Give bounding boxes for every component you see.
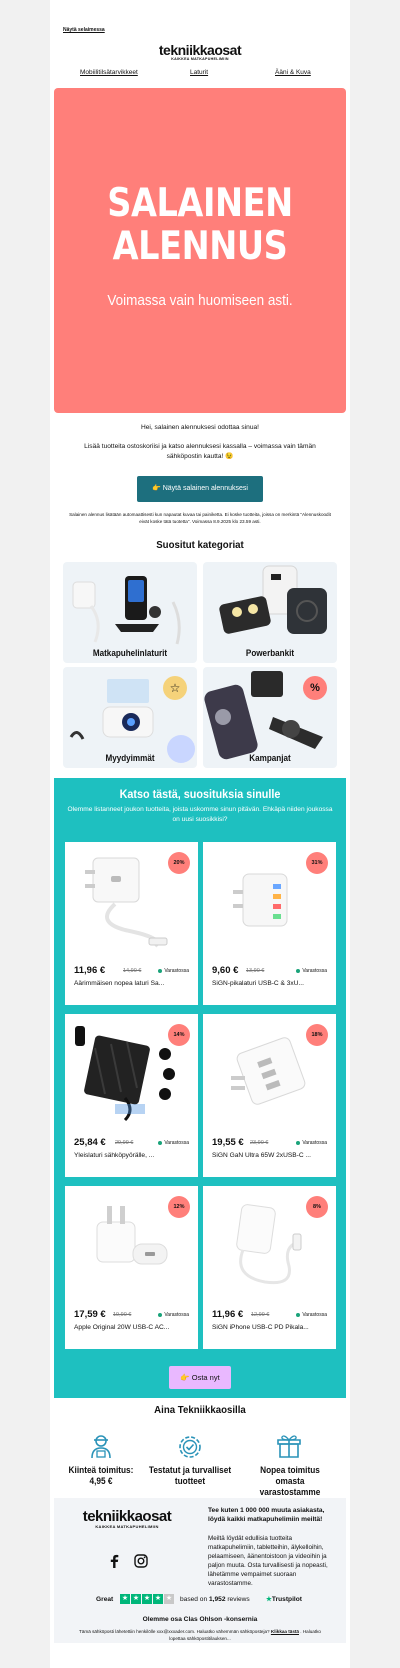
in-stock-dot-icon [158, 1313, 162, 1317]
trustpilot-reviews-label: reviews [227, 1596, 250, 1603]
courier-icon [89, 1433, 113, 1464]
product-price: 19,55 € [212, 1137, 244, 1148]
product-old-price: 29,99 € [115, 1140, 134, 1146]
discount-badge: 31% [306, 852, 328, 874]
logo-tagline: KAIKKEA MATKAPUHELIMIIN [95, 1524, 159, 1529]
discount-badge: 8% [306, 1196, 328, 1218]
product-card[interactable] [65, 1186, 198, 1349]
recommendations-section [54, 778, 346, 1398]
product-price: 9,60 € [212, 965, 239, 976]
legal-text-2: . Haluatko lopettaa sähköpostitilauksen... [169, 1629, 321, 1641]
discount-badge: 18% [306, 1024, 328, 1046]
in-stock-dot-icon [296, 969, 300, 973]
header-logo[interactable] [0, 42, 400, 61]
footer-body: Meiltä löydät edullisia tuotteita matkapuhelimiin, tabletteihin, älykelloihin, pelaamiseen, äänentoistoon ja videoihin ja paljon muuta. Osta turvallisesti ja nopeasti, lähetämme vempaimet suoraan varastostamme. [208, 1535, 328, 1587]
legal-text [72, 1629, 328, 1642]
stock-status [158, 968, 189, 974]
stock-label: Varastossa [302, 1140, 327, 1146]
stock-label: Varastossa [302, 968, 327, 974]
category-label: Myydyimmät [105, 753, 155, 763]
usp-tested-products: Testatut ja turvalliset tuotteet [148, 1465, 232, 1486]
category-card-powerbanks[interactable] [203, 562, 337, 663]
hero-banner[interactable] [54, 88, 346, 413]
product-name: SiGN-pikalaturi USB-C & 3xU... [212, 980, 304, 987]
product-old-price: 12,99 € [251, 1312, 270, 1318]
verified-gear-icon [177, 1434, 203, 1465]
trustpilot-stars [120, 1594, 174, 1604]
trustpilot-review-count [180, 1596, 250, 1603]
in-stock-dot-icon [296, 1313, 300, 1317]
recommendations-body: Olemme listanneet joukon tuotteita, joista uskomme sinun pitävän. Ehkäpä niiden joukossa on uusi suosikkisi? [67, 806, 333, 823]
discount-badge: 14% [168, 1024, 190, 1046]
hero-title-line-1: SALAINEN [107, 181, 293, 226]
product-name: SiGN GaN Ultra 65W 2xUSB-C ... [212, 1152, 311, 1159]
categories-title: Suositut kategoriat [156, 539, 244, 551]
product-name: Apple Original 20W USB-C AC... [74, 1324, 170, 1331]
product-name: Yleislaturi sähköpyörälle, ... [74, 1152, 155, 1159]
show-discount-button[interactable]: 👉 Näytä salainen alennuksesi [137, 476, 263, 502]
hero-subtitle: Voimassa vain huomiseen asti. [107, 292, 293, 309]
product-price: 17,59 € [74, 1309, 106, 1320]
star-icon: ★ [143, 1595, 151, 1602]
nav-link-chargers[interactable]: Laturit [190, 69, 209, 76]
logo-wordmark: tekniikkaosat [158, 42, 242, 58]
product-price: 11,96 € [212, 1309, 244, 1320]
usp-fixed-delivery: Kiinteä toimitus: 4,95 € [68, 1465, 134, 1486]
stock-status [296, 1140, 327, 1146]
intro-body: Lisää tuotteita ostoskoriisi ja katso alennuksesi kassalla – voimassa vain tämän sähköpostin kautta! 😉 [84, 443, 316, 460]
hero-title [74, 182, 325, 268]
product-card[interactable] [203, 842, 336, 1005]
stock-status [158, 1140, 189, 1146]
package-icon [276, 1433, 302, 1464]
instagram-icon[interactable] [134, 1554, 148, 1573]
star-icon: ★ [165, 1595, 173, 1602]
buy-now-button[interactable]: 👉 Osta nyt [169, 1366, 231, 1389]
category-label: Kampanjat [249, 753, 291, 763]
usp-fast-delivery: Nopea toimitus omasta varastostamme [259, 1465, 321, 1497]
product-old-price: 23,90 € [250, 1140, 269, 1146]
product-card[interactable] [65, 1014, 198, 1177]
unsubscribe-link[interactable]: Klikkaa tästä [270, 1629, 299, 1634]
trustpilot-logo[interactable] [266, 1595, 302, 1603]
star-icon: ★ [154, 1595, 162, 1602]
footer-headline: Tee kuten 1 000 000 muuta asiakasta, löydä kaikki matkapuhelimiin meiltä! [208, 1507, 325, 1523]
group-text: Olemme osa Clas Ohlson -konsernia [142, 1616, 258, 1623]
stock-status [158, 1312, 189, 1318]
in-stock-dot-icon [158, 1141, 162, 1145]
product-old-price: 14,90 € [123, 968, 142, 974]
greeting-text: Hei, salainen alennuksesi odottaa sinua! [140, 424, 260, 431]
stock-label: Varastossa [164, 1312, 189, 1318]
star-icon: ★ [132, 1595, 140, 1602]
stock-label: Varastossa [302, 1312, 327, 1318]
category-label: Matkapuhelinlaturit [92, 648, 168, 658]
legal-text-1: Tämä sähköposti lähetettiin henkilölle xxx@xxxader.com. Haluatko vähemmän sähköposteja? [79, 1629, 270, 1634]
recommendations-title: Katso tästä, suosituksia sinulle [119, 787, 281, 801]
hero-title-line-2: ALENNUS [112, 224, 288, 269]
stock-status [296, 1312, 327, 1318]
fine-print: Salainen alennus lisätään automaattisesti kun napautat kuvaa tai painiketta. Ei koske tuotteita, joissa on merkintä "Alennuskoodit eivät koske tätä tuotetta". Voimassa 8.9.2025 klo 23.59 asti. [69, 512, 331, 524]
in-stock-dot-icon [158, 969, 162, 973]
star-icon: ★ [121, 1595, 129, 1602]
in-stock-dot-icon [296, 1141, 300, 1145]
category-card-phone-chargers[interactable] [63, 562, 197, 663]
facebook-icon[interactable] [109, 1554, 119, 1573]
trustpilot-label: Great [96, 1596, 114, 1603]
product-old-price: 19,90 € [113, 1312, 132, 1318]
category-label: Powerbankit [245, 648, 295, 658]
product-price: 11,96 € [74, 965, 106, 976]
product-price: 25,84 € [74, 1137, 106, 1148]
stock-status [296, 968, 327, 974]
trustpilot-based-on: based on [180, 1596, 208, 1603]
trustpilot-brand: Trustpilot [271, 1596, 302, 1603]
logo-tagline: KAIKKEA MATKAPUHELIMIIN [171, 57, 229, 61]
footer-logo[interactable] [72, 1508, 182, 1529]
product-name: Äärimmäisen nopea laturi Sa... [74, 980, 165, 987]
nav-link-mobile-accessories[interactable]: Mobiilitilsätarvikkeet [80, 69, 138, 76]
trustpilot-count: 1,952 [208, 1596, 226, 1603]
discount-badge: 12% [168, 1196, 190, 1218]
trustpilot-star-icon: ★ [266, 1596, 272, 1603]
category-card-best-sellers[interactable] [63, 667, 197, 768]
product-card[interactable] [65, 842, 198, 1005]
view-in-browser-link[interactable]: Näytä selaimessa [63, 27, 105, 33]
discount-badge: 20% [168, 852, 190, 874]
category-card-campaigns[interactable] [203, 667, 337, 768]
percent-icon: % [303, 676, 327, 700]
product-old-price: 13,90 € [246, 968, 265, 974]
product-card[interactable] [203, 1186, 336, 1349]
usp-title: Aina Tekniikkaosilla [154, 1404, 246, 1416]
logo-wordmark: tekniikkaosat [82, 1508, 172, 1525]
footer [54, 1498, 346, 1643]
nav-link-audio-video[interactable]: Ääni & Kuva [275, 69, 311, 76]
product-name: SiGN iPhone USB-C PD Pikala... [212, 1324, 309, 1331]
stock-label: Varastossa [164, 1140, 189, 1146]
star-icon: ☆ [163, 676, 187, 700]
stock-label: Varastossa [164, 968, 189, 974]
product-card[interactable] [203, 1014, 336, 1177]
